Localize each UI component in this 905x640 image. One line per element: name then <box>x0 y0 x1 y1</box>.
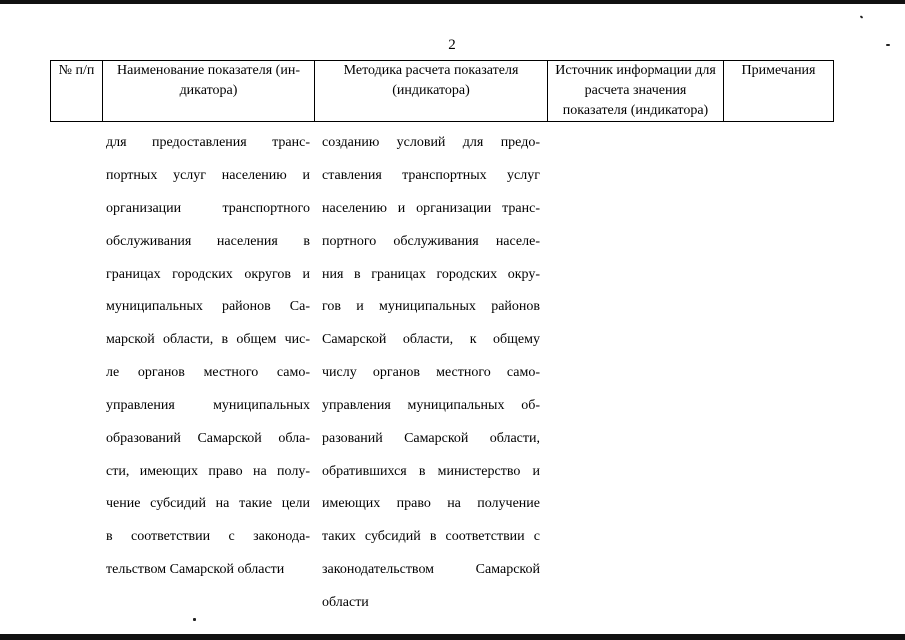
text-line: населению и организации транс- <box>322 201 540 217</box>
indicator-name-text <box>106 119 310 595</box>
text-line: управления муниципальных об- <box>322 397 540 413</box>
text-line: муниципальных районов Са- <box>106 299 310 315</box>
header-calculation-method: Методика расчета показателя (индикатора) <box>315 61 548 122</box>
text-line: числу органов местного само- <box>322 365 540 381</box>
scan-speck <box>860 15 864 18</box>
text-line: имеющих право на получение <box>322 496 540 512</box>
text-line: сти, имеющих право на полу- <box>106 463 310 479</box>
text-line: ния в границах городских окру- <box>322 266 540 282</box>
calculation-method-text <box>322 119 540 628</box>
scan-speck <box>886 44 890 46</box>
text-line: ле органов местного само- <box>106 365 310 381</box>
text-line: в соответствии с законода- <box>106 529 310 545</box>
header-number: № п/п <box>51 61 103 122</box>
text-line: границах городских округов и <box>106 266 310 282</box>
text-line: для предоставления транс- <box>106 135 310 151</box>
text-line: ставления транспортных услуг <box>322 168 540 184</box>
text-line: портного обслуживания населе- <box>322 233 540 249</box>
text-line: организации транспортного <box>106 201 310 217</box>
header-information-source: Источник информации для расчета значения показателя (индикатора) <box>548 61 724 122</box>
scan-edge-bottom <box>0 634 905 640</box>
text-line: марской области, в общем чис- <box>106 332 310 348</box>
text-line: обратившихся в министерство и <box>322 463 540 479</box>
text-line: Самарской области, к общему <box>322 332 540 348</box>
page-number: 2 <box>448 37 456 53</box>
text-line: портных услуг населению и <box>106 168 310 184</box>
text-line: управления муниципальных <box>106 397 310 413</box>
text-line: образований Самарской обла- <box>106 430 310 446</box>
text-line: гов и муниципальных районов <box>322 299 540 315</box>
text-line: тельством Самарской области <box>106 561 285 577</box>
header-notes: Примечания <box>724 61 834 122</box>
text-line: таких субсидий в соответствии с <box>322 529 540 545</box>
text-line: обслуживания населения в <box>106 233 310 249</box>
indicator-table-header <box>50 60 834 122</box>
text-line: чение субсидий на такие цели <box>106 496 310 512</box>
scan-speck <box>193 618 196 621</box>
text-line: области <box>322 594 369 610</box>
text-line: созданию условий для предо- <box>322 135 540 151</box>
header-indicator-name: Наименование показателя (ин-дикатора) <box>103 61 315 122</box>
scan-edge-top <box>0 0 905 4</box>
text-line: законодательством Самарской <box>322 561 540 577</box>
table-header-row <box>51 61 834 122</box>
text-line: разований Самарской области, <box>322 430 540 446</box>
